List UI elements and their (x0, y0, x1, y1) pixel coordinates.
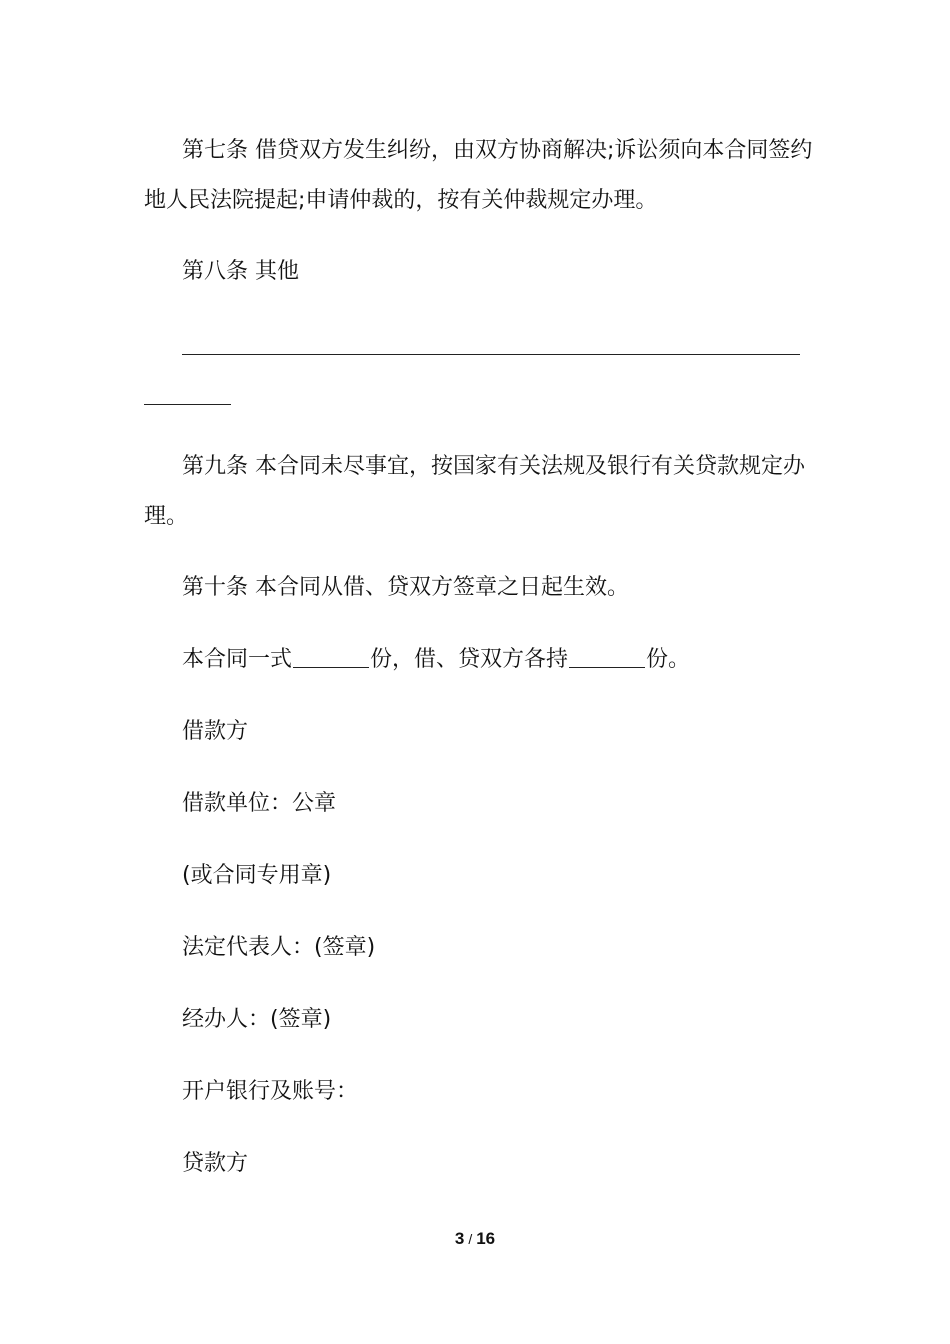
borrower-unit: 借款单位：公章 (182, 791, 337, 816)
page-separator: / (468, 1231, 473, 1247)
article-7-line-1: 第七条 借贷双方发生纠纷，由双方协商解决;诉讼须向本合同签约 (182, 138, 813, 163)
legal-representative: 法定代表人：(签章) (182, 935, 376, 960)
fill-in-line-1 (182, 354, 800, 355)
article-7-line-2: 地人民法院提起;申请仲裁的，按有关仲裁规定办理。 (144, 188, 658, 213)
fill-in-line-2 (144, 404, 231, 405)
copies-each-blank (569, 645, 645, 668)
lender-heading: 贷款方 (182, 1151, 249, 1176)
total-pages: 16 (476, 1229, 496, 1248)
copies-text-1: 本合同一式 (182, 647, 293, 672)
copies-text-3: 份。 (646, 647, 691, 672)
current-page: 3 (454, 1229, 465, 1248)
copies-line (182, 645, 690, 675)
handler: 经办人：(签章) (182, 1007, 332, 1032)
article-8-title: 第八条 其他 (182, 259, 299, 284)
article-9-line-1: 第九条 本合同未尽事宜，按国家有关法规及银行有关贷款规定办 (182, 454, 805, 479)
borrower-heading: 借款方 (182, 719, 249, 744)
bank-account: 开户银行及账号： (182, 1079, 359, 1104)
copies-text-2: 份，借、贷双方各持 (370, 647, 569, 672)
article-10: 第十条 本合同从借、贷双方签章之日起生效。 (182, 575, 629, 600)
page-number (0, 1228, 950, 1250)
contract-seal: (或合同专用章) (182, 863, 332, 888)
article-9-line-2: 理。 (144, 504, 189, 529)
copies-total-blank (293, 645, 369, 668)
